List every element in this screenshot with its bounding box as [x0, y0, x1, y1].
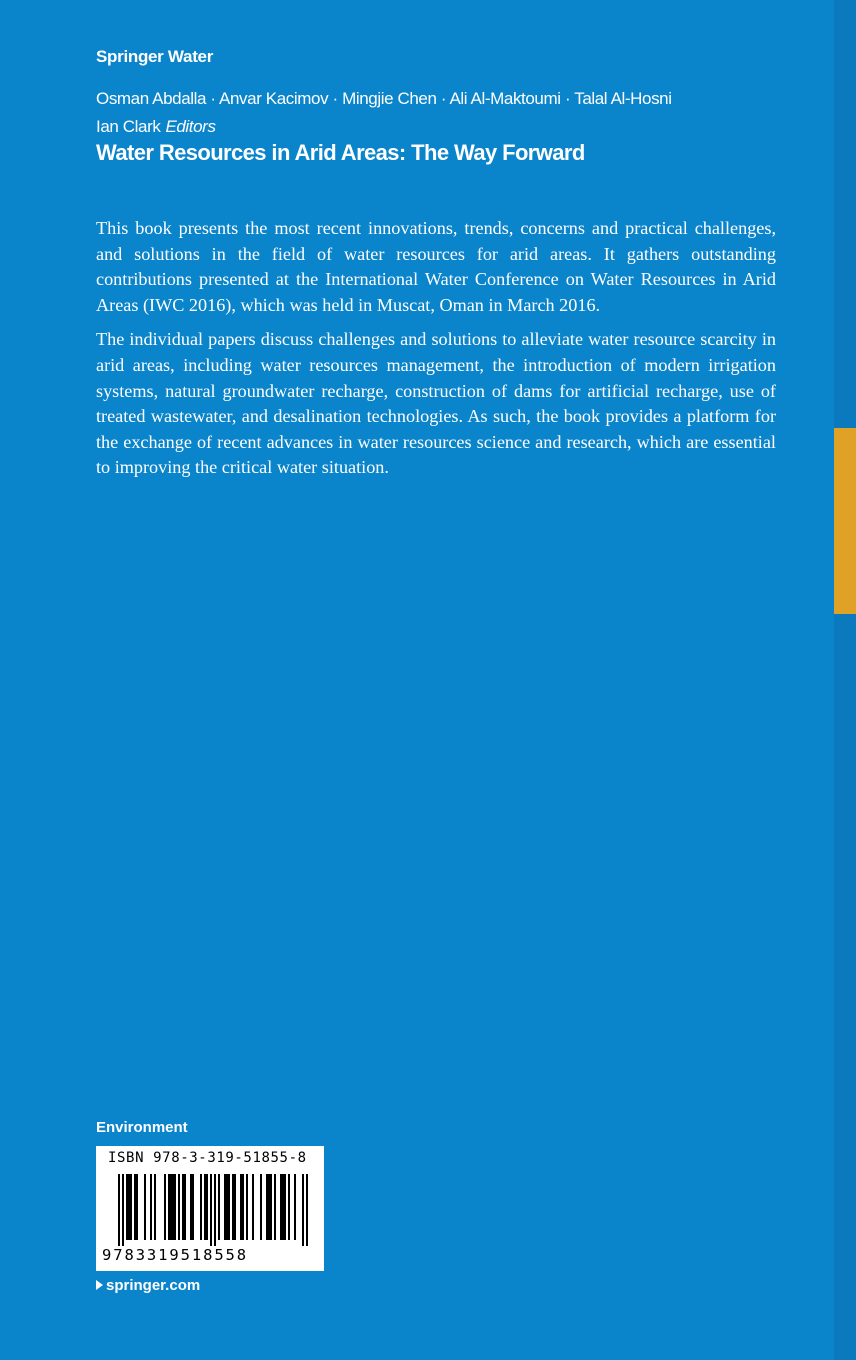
- barcode-bar: [168, 1174, 170, 1240]
- barcode-bar: [288, 1174, 290, 1240]
- barcode-bar: [128, 1174, 130, 1240]
- barcode-bar: [184, 1174, 186, 1240]
- barcode-bar: [206, 1174, 208, 1240]
- barcode-bar: [204, 1174, 206, 1240]
- barcode-bar: [260, 1174, 262, 1240]
- editors-list: [96, 85, 736, 141]
- barcode-bar: [144, 1174, 146, 1240]
- barcode-bar: [218, 1174, 220, 1240]
- book-title: Water Resources in Arid Areas: The Way Forward: [96, 140, 585, 165]
- barcode-bar: [284, 1174, 286, 1240]
- barcode-bar: [214, 1174, 216, 1246]
- editors-line-2: [96, 113, 736, 141]
- barcode-bar: [136, 1174, 138, 1240]
- barcode-bar: [280, 1174, 282, 1240]
- barcode-bar: [306, 1174, 308, 1246]
- barcode-bar: [270, 1174, 272, 1240]
- barcode-bar: [294, 1174, 296, 1240]
- series-name: Springer Water: [96, 47, 214, 66]
- barcode-bar: [190, 1174, 192, 1240]
- barcode-bar: [210, 1174, 212, 1246]
- barcode-bar: [118, 1174, 120, 1246]
- barcode-bar: [154, 1174, 156, 1240]
- isbn-barcode: [96, 1146, 324, 1271]
- barcode-bar: [134, 1174, 136, 1240]
- barcode-bar: [274, 1174, 276, 1240]
- barcode-bar: [164, 1174, 166, 1240]
- description-paragraph-2: The individual papers discuss challenges and solutions to alleviate water resource scarcity in arid areas, including water resources management, the introduction of modern irrigation systems, natural groundwater recharge, construction of dams for artificial recharge, use of treated wastewater, and desalination technologies. As such, the book provides a platform for the exchange of recent advances in water resources science and research, which are essential to improving the critical water situation.: [96, 329, 776, 478]
- barcode-bar: [192, 1174, 194, 1240]
- barcode-bar: [252, 1174, 254, 1240]
- barcode-bar: [302, 1174, 304, 1246]
- barcode-bar: [240, 1174, 242, 1240]
- barcode-bars: [96, 1174, 324, 1246]
- spine-accent-bar: [834, 428, 856, 614]
- description-paragraph-1: This book presents the most recent innovations, trends, concerns and practical challenges, and solutions in the field of water resources for arid areas. It gathers outstanding contributions presented at the International Water Conference on Water Resources in Arid Areas (IWC 2016), which was held in Muscat, Oman in March 2016.: [96, 218, 776, 315]
- arrow-right-icon: [96, 1280, 103, 1290]
- barcode-bar: [234, 1174, 236, 1240]
- barcode-bar: [150, 1174, 152, 1240]
- barcode-bar: [242, 1174, 244, 1240]
- barcode-bar: [224, 1174, 226, 1240]
- editors-line-1: Osman Abdalla · Anvar Kacimov · Mingjie Chen · Ali Al-Maktoumi · Talal Al-Hosni: [96, 89, 672, 108]
- isbn-label: ISBN 978-3-319-51855-8: [108, 1150, 307, 1166]
- barcode-bar: [130, 1174, 132, 1240]
- publisher-website: [96, 1277, 200, 1294]
- barcode-bar: [232, 1174, 234, 1240]
- editor-name: Ian Clark: [96, 117, 161, 136]
- barcode-bar: [282, 1174, 284, 1240]
- barcode-bar: [170, 1174, 172, 1240]
- barcode-bar: [246, 1174, 248, 1240]
- editors-role: Editors: [165, 117, 216, 136]
- barcode-bar: [126, 1174, 128, 1240]
- book-description: [96, 216, 776, 490]
- subject-category: Environment: [96, 1119, 188, 1136]
- barcode-bar: [266, 1174, 268, 1240]
- barcode-digits: 9783319518558: [102, 1246, 249, 1264]
- barcode-bar: [200, 1174, 202, 1240]
- barcode-bar: [178, 1174, 180, 1240]
- spine-edge: [834, 0, 856, 1360]
- barcode-bar: [182, 1174, 184, 1240]
- barcode-bar: [122, 1174, 124, 1246]
- barcode-bar: [268, 1174, 270, 1240]
- website-link[interactable]: springer.com: [106, 1277, 201, 1294]
- barcode-bar: [226, 1174, 228, 1240]
- barcode-bar: [172, 1174, 174, 1240]
- barcode-bar: [228, 1174, 230, 1240]
- barcode-bar: [174, 1174, 176, 1240]
